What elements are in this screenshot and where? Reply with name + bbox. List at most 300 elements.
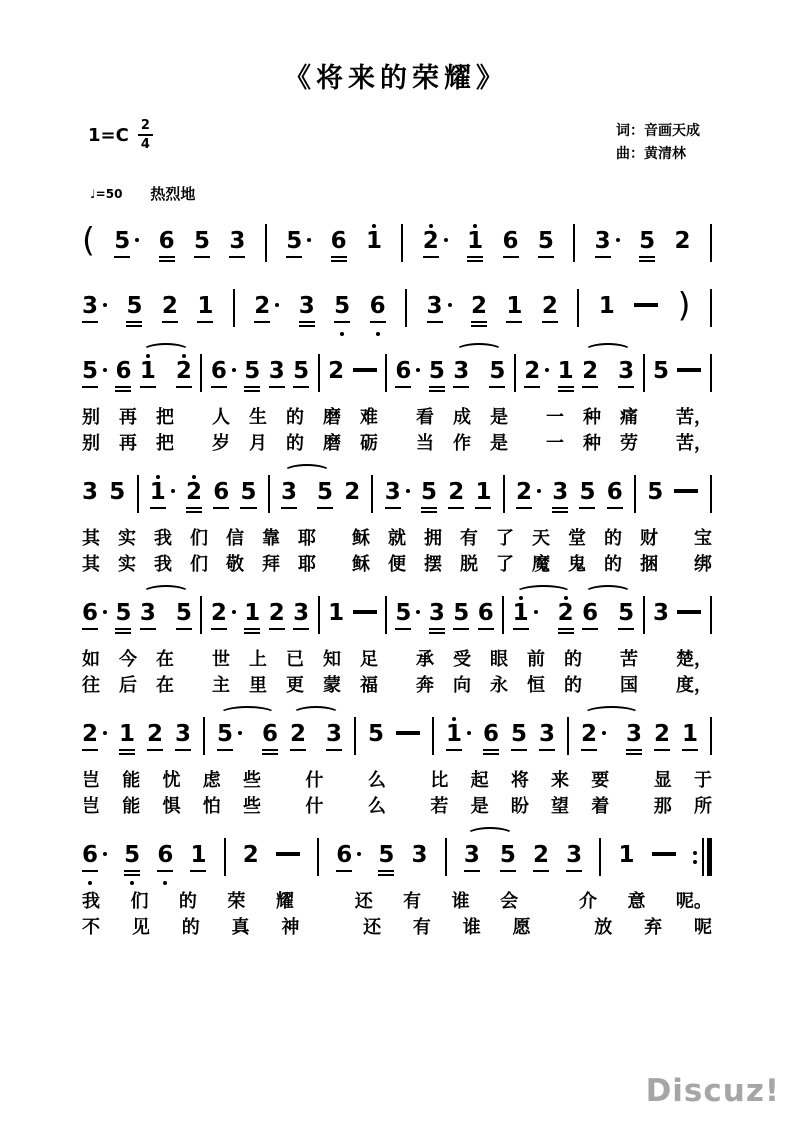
note-digit: 6	[262, 721, 279, 747]
note	[366, 218, 382, 273]
note	[682, 711, 698, 766]
augmentation-dot	[103, 610, 107, 614]
lyric-char: 月	[249, 433, 267, 453]
note-stack	[109, 469, 125, 524]
lyric-char: 敬	[226, 554, 244, 574]
note	[213, 469, 229, 524]
underline-slot	[475, 505, 491, 516]
duration-underline	[211, 386, 227, 388]
lyric-char: 再	[119, 433, 137, 453]
note-stack	[516, 469, 532, 524]
duration-underline	[114, 256, 130, 258]
augmentation-dot	[275, 303, 279, 307]
note-stack	[336, 832, 352, 887]
barline	[634, 475, 636, 513]
duration-underline	[82, 749, 98, 751]
note-stack	[157, 832, 173, 887]
note	[159, 218, 175, 273]
augmentation-dot	[307, 238, 311, 242]
underline-slot	[262, 747, 278, 758]
note-stack	[269, 348, 285, 403]
note	[674, 218, 690, 273]
note-digit: 5	[537, 228, 554, 254]
duration-underline	[552, 507, 568, 509]
note-digit: 1	[365, 228, 382, 254]
note	[82, 590, 107, 645]
note	[542, 283, 558, 338]
barline	[385, 596, 387, 634]
note-stack	[293, 348, 309, 403]
expression-marking: 热烈地	[150, 186, 196, 203]
note	[429, 590, 445, 645]
duration-underline	[197, 321, 213, 323]
underline-slot	[344, 505, 360, 516]
duration-underline	[186, 511, 202, 513]
lyric-char: 别	[82, 433, 100, 453]
lyric-char: 后	[119, 675, 137, 695]
note-stack	[378, 832, 394, 887]
note-stack	[579, 469, 595, 524]
note-digit: 2	[557, 600, 574, 626]
underline-slot	[595, 254, 611, 265]
note	[579, 469, 595, 524]
lyric-char: 已	[286, 649, 304, 669]
lyric-char: 脱	[460, 554, 478, 574]
note-digit: 3	[268, 358, 285, 384]
note-stack	[281, 469, 297, 524]
note-digit: 5	[378, 842, 395, 868]
page-title: 《将来的荣耀》	[284, 63, 508, 93]
underline-slot	[328, 626, 344, 637]
note-stack	[682, 711, 698, 766]
duration-underline	[639, 256, 655, 258]
lyric-char: 摆	[424, 554, 442, 574]
lyric-char: 能	[122, 770, 141, 790]
note-digit: 6	[82, 600, 99, 626]
duration-underline	[213, 507, 229, 509]
note-digit: 6	[115, 358, 132, 384]
note-stack	[370, 283, 386, 338]
note-stack	[244, 348, 260, 403]
barline	[265, 224, 267, 262]
duration-underline	[483, 749, 499, 751]
duration-underline	[119, 753, 135, 755]
lyrics-row	[82, 916, 712, 939]
note-stack	[558, 590, 574, 645]
note-stack	[429, 348, 445, 403]
lyric-char: 稣	[352, 528, 370, 548]
note-digit: 3	[411, 842, 428, 868]
note	[82, 832, 107, 887]
lyric-char: 呢。	[675, 891, 712, 911]
note-digit: 2	[515, 479, 532, 505]
note-digit: 5	[618, 600, 635, 626]
duration-underline	[558, 386, 574, 388]
low-octave-dot	[130, 881, 134, 885]
lyric-char: 于	[693, 770, 712, 790]
credits	[616, 119, 700, 165]
underline-slot	[368, 747, 384, 758]
underline-slot	[334, 319, 350, 330]
duration-underline	[290, 749, 306, 751]
duration-underline	[618, 628, 634, 630]
note	[370, 283, 386, 338]
lyric-char: 么	[367, 796, 386, 816]
lyric-char: 奔	[416, 675, 434, 695]
barline	[567, 717, 569, 755]
underline-slot	[618, 868, 634, 879]
duration-underline	[293, 628, 309, 630]
barline	[318, 354, 320, 392]
lyrics-row	[82, 527, 712, 550]
duration-underline	[506, 321, 522, 323]
note	[513, 590, 538, 645]
slur-group	[513, 590, 574, 645]
underline-slot	[281, 505, 297, 516]
note	[194, 218, 210, 273]
slur-group	[581, 711, 642, 766]
duration-underline	[446, 749, 462, 751]
note-digit: 6	[482, 721, 499, 747]
note-digit: 5	[194, 228, 211, 254]
lyric-char: 岁	[212, 433, 230, 453]
note-stack	[159, 218, 175, 273]
thick-barline	[707, 838, 712, 876]
underline-slot	[607, 505, 623, 516]
duration-underline	[159, 260, 175, 262]
note-digit: 2	[290, 721, 307, 747]
barline	[643, 596, 645, 634]
duration-underline	[254, 321, 270, 323]
underline-slot	[190, 868, 206, 879]
note	[618, 832, 634, 887]
augmentation-dot	[103, 852, 107, 856]
lyric-char: 的	[286, 433, 304, 453]
augmentation-dot	[616, 238, 620, 242]
note	[82, 283, 107, 338]
note-stack	[176, 590, 192, 645]
note-digit: 1	[512, 600, 529, 626]
underline-slot	[626, 747, 642, 758]
note-digit: 5	[489, 358, 506, 384]
lyric-char: 知	[323, 649, 341, 669]
note-digit: 1	[244, 600, 261, 626]
underline-slot	[618, 384, 634, 395]
time-numerator: 2	[138, 119, 153, 136]
note	[395, 590, 420, 645]
underline-slot	[82, 626, 98, 637]
note-stack	[506, 283, 522, 338]
lyrics-row	[82, 769, 712, 792]
lyric-char: 什	[305, 770, 324, 790]
augmentation-dot	[357, 852, 361, 856]
lyric-char: 我	[82, 891, 100, 911]
underline-slot	[511, 747, 527, 758]
octave-dot-slot-bottom	[340, 330, 344, 338]
slur-group	[290, 711, 342, 766]
duration-underline	[395, 386, 411, 388]
note-stack	[211, 590, 227, 645]
duration-underline	[626, 749, 642, 751]
note	[344, 469, 360, 524]
note-digit: 1	[149, 479, 166, 505]
underline-slot	[162, 319, 178, 330]
barline	[710, 354, 712, 392]
lyric-char: 财	[640, 528, 658, 548]
lyric-char: 上	[249, 649, 267, 669]
lyric-char: 实	[118, 528, 136, 548]
underline-slot	[395, 384, 411, 395]
duration-underline	[516, 507, 532, 509]
barline	[405, 289, 407, 327]
note-stack	[82, 590, 98, 645]
note-stack	[162, 283, 178, 338]
underline-slot	[286, 254, 302, 265]
note-stack	[533, 832, 549, 887]
note-digit: 5	[647, 479, 664, 505]
note-digit: 1	[467, 228, 484, 254]
underline-slot	[618, 626, 634, 637]
note-digit: 2	[674, 228, 691, 254]
note-stack	[262, 711, 278, 766]
lyric-char: 的	[178, 891, 197, 911]
note-digit: 5	[316, 479, 333, 505]
duration-underline	[552, 511, 568, 513]
lyric-char: 盼	[510, 796, 529, 816]
note-stack	[581, 711, 597, 766]
note	[286, 218, 311, 273]
note-digit: 3	[428, 600, 445, 626]
notation-line	[82, 348, 712, 403]
lyric-char: 要	[591, 770, 610, 790]
underline-slot	[213, 505, 229, 516]
underline-slot	[194, 254, 210, 265]
note-stack	[595, 218, 611, 273]
note	[244, 348, 260, 403]
lyric-char: 有	[412, 917, 431, 937]
note-stack	[115, 590, 131, 645]
lyric-char: 呢	[693, 917, 712, 937]
low-octave-dot	[88, 881, 92, 885]
note-stack	[140, 590, 156, 645]
lyric-char: 别	[82, 407, 100, 427]
duration-underline	[176, 628, 192, 630]
underline-slot	[478, 626, 494, 637]
lyric-char: 国	[620, 675, 638, 695]
duration-underline	[150, 507, 166, 509]
duration-underline	[464, 870, 480, 872]
note	[448, 469, 464, 524]
note	[500, 832, 516, 887]
note-digit: 5	[175, 600, 192, 626]
duration-underline	[176, 386, 192, 388]
repeat-dot	[693, 860, 697, 864]
note-stack	[599, 283, 615, 338]
note-digit: 6	[213, 479, 230, 505]
note	[607, 469, 623, 524]
duration-underline	[448, 507, 464, 509]
underline-slot	[211, 384, 227, 395]
underline-slot	[269, 384, 285, 395]
underline-slot	[159, 254, 175, 265]
note	[336, 832, 361, 887]
duration-underline	[286, 256, 302, 258]
lyric-char: 的	[604, 554, 622, 574]
barline	[710, 717, 712, 755]
lyric-char: 蒙	[323, 675, 341, 695]
duration-underline	[429, 386, 445, 388]
lyric-char: 把	[156, 433, 174, 453]
note-digit: 3	[566, 842, 583, 868]
duration-underline	[211, 628, 227, 630]
note-digit: 2	[344, 479, 361, 505]
lyric-char: 们	[190, 528, 208, 548]
duration-underline	[654, 749, 670, 751]
lyric-char: 不	[82, 917, 100, 937]
note-stack	[229, 218, 245, 273]
lyric-char: 荣	[227, 891, 246, 911]
underline-slot	[370, 319, 386, 330]
note	[423, 218, 448, 273]
note-stack	[186, 469, 202, 524]
note	[334, 283, 350, 338]
note-digit: 3	[82, 479, 99, 505]
lyric-char: 世	[212, 649, 230, 669]
slur-group	[217, 711, 278, 766]
underline-slot	[566, 868, 582, 879]
lyric-char: 耶	[298, 554, 316, 574]
augmentation-dot	[232, 610, 236, 614]
underline-slot	[467, 254, 483, 265]
lyric-char: 磨	[323, 433, 341, 453]
note-digit: 2	[582, 358, 599, 384]
note-digit: 6	[369, 293, 386, 319]
duration-underline	[582, 386, 598, 388]
duration-underline	[119, 749, 135, 751]
duration-underline	[471, 321, 487, 323]
note-stack	[500, 832, 516, 887]
note-digit: 2	[422, 228, 439, 254]
lyric-char: 在	[156, 675, 174, 695]
lyric-char: 靠	[262, 528, 280, 548]
lyric-char: 什	[305, 796, 324, 816]
note-stack	[254, 283, 270, 338]
note-digit: 6	[606, 479, 623, 505]
underline-slot	[336, 868, 352, 879]
barline	[371, 475, 373, 513]
note	[176, 590, 192, 645]
underline-slot	[533, 868, 549, 879]
underline-slot	[653, 384, 669, 395]
dash-note	[677, 610, 701, 614]
augmentation-dot	[467, 731, 471, 735]
note	[427, 283, 452, 338]
underline-slot	[395, 626, 411, 637]
note-digit: 5	[499, 842, 516, 868]
note-digit: 2	[448, 479, 465, 505]
lyric-char: 拥	[424, 528, 442, 548]
note-digit: 3	[463, 842, 480, 868]
duration-underline	[511, 749, 527, 751]
note-digit: 5	[216, 721, 233, 747]
duration-underline	[115, 386, 131, 388]
lyric-char: 谁	[451, 891, 470, 911]
barline	[432, 717, 434, 755]
note-digit: 6	[395, 358, 412, 384]
lyric-char: 眼	[490, 649, 508, 669]
underline-slot	[647, 505, 663, 516]
lyric-char: 里	[249, 675, 267, 695]
note-digit: 5	[286, 228, 303, 254]
note-stack	[427, 283, 443, 338]
note-stack	[524, 348, 540, 403]
note-digit: 6	[477, 600, 494, 626]
low-octave-dot	[340, 332, 344, 336]
lyric-char: 往	[82, 675, 100, 695]
note-stack	[176, 348, 192, 403]
augmentation-dot	[171, 489, 175, 493]
note-stack	[453, 348, 469, 403]
note-digit: 3	[426, 293, 443, 319]
duration-underline	[194, 256, 210, 258]
underline-slot	[82, 384, 98, 395]
lyric-char: 看	[416, 407, 434, 427]
duration-underline	[162, 321, 178, 323]
lyric-char: 成	[453, 407, 471, 427]
underline-slot	[552, 505, 568, 516]
underline-slot	[186, 505, 202, 516]
duration-underline	[326, 749, 342, 751]
note	[395, 348, 420, 403]
note-digit: 5	[420, 479, 437, 505]
note	[190, 832, 206, 887]
duration-underline	[581, 749, 597, 751]
note-digit: 2	[524, 358, 541, 384]
note-stack	[328, 348, 344, 403]
underline-slot	[464, 868, 480, 879]
note	[566, 832, 582, 887]
note-digit: 3	[82, 293, 99, 319]
underline-slot	[558, 626, 574, 637]
duration-underline	[566, 870, 582, 872]
note-digit: 6	[336, 842, 353, 868]
lyric-char: 把	[156, 407, 174, 427]
duration-underline	[126, 325, 142, 327]
lyric-char: 的	[286, 407, 304, 427]
lyric-char: 们	[130, 891, 149, 911]
note	[140, 590, 156, 645]
lyric-char: 劳	[620, 433, 638, 453]
notation-line	[82, 469, 712, 524]
note-digit: 1	[681, 721, 698, 747]
lyric-char: 就	[388, 528, 406, 548]
lyric-char: 望	[551, 796, 570, 816]
note-digit: 5	[428, 358, 445, 384]
underline-slot	[558, 384, 574, 395]
duration-underline	[82, 870, 98, 872]
lyric-char: 当	[416, 433, 434, 453]
note	[599, 283, 615, 338]
underline-slot	[175, 747, 191, 758]
lyric-char: 耶	[298, 528, 316, 548]
note-digit: 2	[210, 600, 227, 626]
octave-dot-slot-bottom	[163, 879, 167, 887]
lyric-char: 弃	[644, 917, 663, 937]
lyric-char: 我	[154, 528, 172, 548]
lyric-char: 是	[490, 407, 508, 427]
note	[654, 711, 670, 766]
underline-slot	[244, 626, 260, 637]
